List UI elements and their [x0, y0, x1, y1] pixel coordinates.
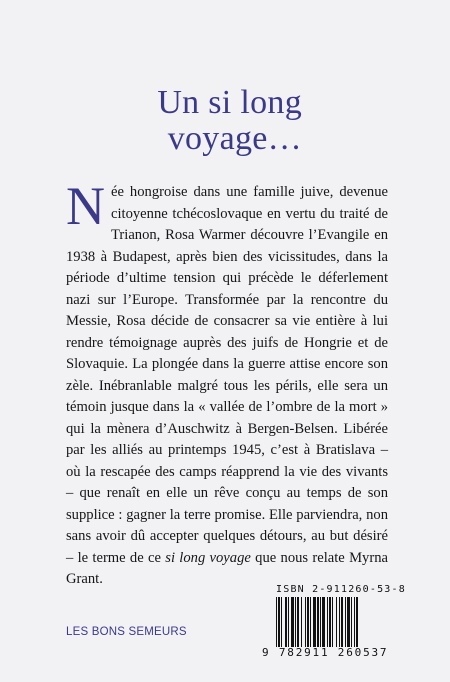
barcode-bar [317, 597, 319, 647]
barcode-bar [278, 597, 280, 647]
barcode-digits: 9 782911 260537 [262, 646, 389, 659]
barcode-bar [329, 597, 331, 647]
barcode-bar [297, 597, 299, 647]
barcode-bar [320, 597, 321, 647]
barcode [276, 597, 382, 647]
barcode-bar [307, 597, 309, 647]
blurb-part-2: que nous relate Myrna Grant. [66, 549, 388, 587]
barcode-bar [313, 597, 316, 647]
barcode-bar [356, 597, 358, 647]
title-line-2: voyage… [167, 119, 302, 157]
blurb-text [66, 176, 388, 591]
barcode-bar [336, 597, 337, 647]
isbn-label: ISBN 2-911260-53-8 [276, 584, 406, 595]
title-line-1: Un si long [157, 83, 302, 121]
barcode-bar [281, 597, 282, 647]
barcode-bar [301, 597, 302, 647]
barcode-bar [345, 597, 346, 647]
barcode-bar [288, 597, 289, 647]
barcode-bar [291, 597, 294, 647]
barcode-bar [305, 597, 306, 647]
barcode-bar [339, 597, 340, 647]
barcode-bar [347, 597, 350, 647]
barcode-bar [341, 597, 343, 647]
barcode-bar [322, 597, 325, 647]
publisher-name: LES BONS SEMEURS [66, 626, 187, 638]
barcode-bar [295, 597, 296, 647]
drop-cap: N [66, 176, 105, 236]
barcode-bar [285, 597, 287, 647]
barcode-bar [310, 597, 311, 647]
book-title [157, 85, 302, 157]
blurb-part-1: ée hongroise dans une famille juive, devenue citoyenne tchécoslovaque en vertu du traité de Trianon, Rosa Warmer découvre l’Evangile en 1938 à Budapest, après bien des vicissitudes, dans la période d’ultime tension qui précède le déferlement nazi sur l’Europe. Transformée par la rencontre du Messie, Rosa décide de consacrer sa vie entière à lui rendre témoignage auprès des juifs de Hongrie et de Slovaquie. La plongée dans la guerre attise encore son zèle. Inébranlable malgré tous les périls, elle sera un témoin jusque dans la « vallée de l’ombre de la mort » qui la mènera d’Auschwitz à Bergen-Belsen. Libérée par les alliés au printemps 1945, c’est à Bratislava – où la rescapée des camps réapprend la vie des vivants – que renaît en elle un rêve conçu au temps de son supplice : gagner la terre promise. Elle parviendra, non sans avoir dû accepter quelques détours, au but désiré – le terme de ce [66, 184, 388, 566]
barcode-bar [351, 597, 352, 647]
barcode-bar [276, 597, 277, 647]
blurb-italic-title: si long voyage [165, 549, 251, 566]
barcode-bar [327, 597, 328, 647]
barcode-bar [354, 597, 355, 647]
barcode-bar [332, 597, 333, 647]
